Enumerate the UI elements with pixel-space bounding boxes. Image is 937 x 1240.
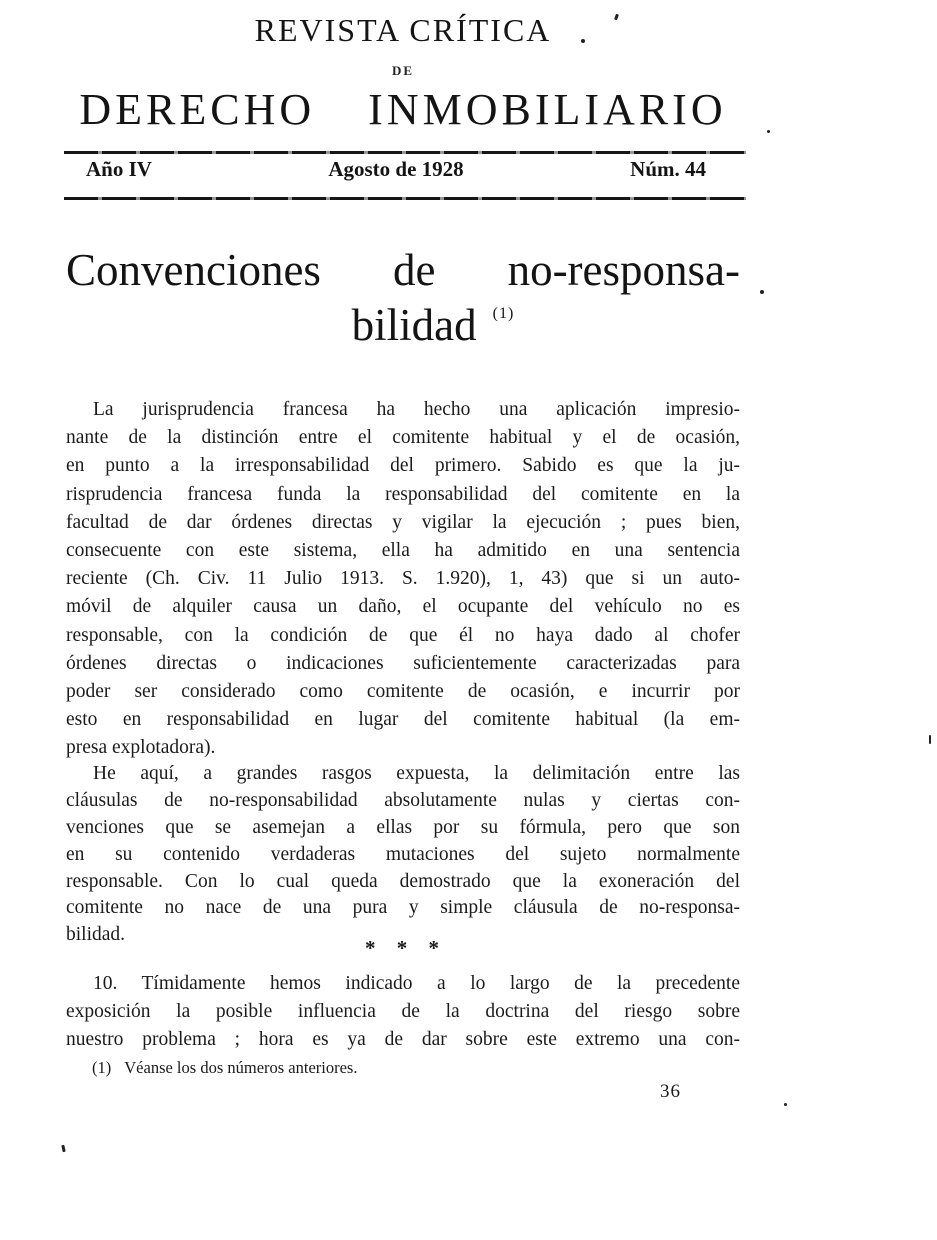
journal-title-line2: DERECHO INMOBILIARIO (79, 85, 727, 134)
issue-info-bar (66, 157, 740, 182)
paragraph-1 (66, 396, 740, 762)
page-number: 36 (660, 1081, 681, 1102)
text-line: nante de la distinción entre el comitente habitual y el de ocasión, (66, 427, 740, 449)
text-line: esto en responsabilidad en lugar del comitente habitual (la em- (66, 709, 740, 731)
text-line: reciente (Ch. Civ. 11 Julio 1913. S. 1.920), 1, 43) que si un auto- (66, 568, 740, 590)
article-title-line1: Convenciones de no-responsa- (66, 245, 740, 295)
text-line: exposición la posible influencia de la doctrina del riesgo sobre (66, 1001, 740, 1023)
scan-artifact (581, 39, 585, 43)
text-line: responsable. Con lo cual queda demostrado que la exoneración del (66, 870, 740, 892)
scan-artifact (784, 1103, 787, 1106)
scan-artifact (760, 290, 764, 294)
journal-title-line1: REVISTA CRÍTICA (254, 12, 552, 48)
text-block (66, 0, 740, 1240)
masthead-rule-bottom (64, 197, 746, 200)
scan-artifact (767, 130, 770, 133)
paragraph-3 (66, 970, 740, 1055)
text-line: poder ser considerado como comitente de ocasión, e incurrir por (66, 680, 740, 702)
text-line: presa explotadora). (66, 737, 216, 759)
journal-title-connector: DE (391, 63, 415, 78)
paragraph-2 (66, 761, 740, 949)
footnote-marker: (1) (92, 1058, 112, 1077)
issue-year: Año IV (86, 157, 152, 181)
scan-artifact (929, 735, 931, 744)
text-line: risprudencia francesa funda la responsabilidad del comitente en la (66, 483, 740, 505)
text-line: consecuente con este sistema, ella ha admitido en una sentencia (66, 539, 740, 561)
text-line: comitente no nace de una pura y simple cláusula de no-responsa- (66, 897, 740, 919)
text-line: 10. Tímidamente hemos indicado a lo largo de la precedente (93, 973, 740, 994)
text-line: La jurisprudencia francesa ha hecho una aplicación impresio- (93, 399, 740, 420)
issue-date: Agosto de 1928 (328, 157, 464, 181)
text-line: facultad de dar órdenes directas y vigilar la ejecución ; pues bien, (66, 511, 740, 533)
text-line: nuestro problema ; hora es ya de dar sobre este extremo una con- (66, 1029, 740, 1051)
text-line: en punto a la irresponsabilidad del primero. Sabido es que la ju- (66, 455, 740, 477)
masthead-rule-top (64, 151, 746, 154)
text-line: órdenes directas o indicaciones suficientemente caracterizadas para (66, 652, 740, 674)
article-title-word: bilidad (351, 300, 477, 350)
text-line: bilidad. (66, 924, 126, 946)
footnote-text: Véanse los dos números anteriores. (124, 1058, 358, 1077)
text-line: venciones que se asemejan a ellas por su fórmula, pero que son (66, 816, 740, 838)
text-line: en su contenido verdaderas mutaciones del sujeto normalmente (66, 843, 740, 865)
footnote-reference-marker: (1) (492, 305, 515, 322)
article-title-line2 (96, 299, 770, 351)
text-line: móvil de alquiler causa un daño, el ocupante del vehículo no es (66, 596, 740, 618)
section-separator-asterisks: * * * (365, 936, 441, 960)
text-line: responsable, con la condición de que él no haya dado al chofer (66, 624, 740, 646)
issue-number: Núm. 44 (630, 157, 706, 181)
text-line: cláusulas de no-responsabilidad absolutamente nulas y ciertas con- (66, 789, 740, 811)
text-line: He aquí, a grandes rasgos expuesta, la delimitación entre las (93, 763, 740, 784)
footnote (66, 1058, 740, 1078)
